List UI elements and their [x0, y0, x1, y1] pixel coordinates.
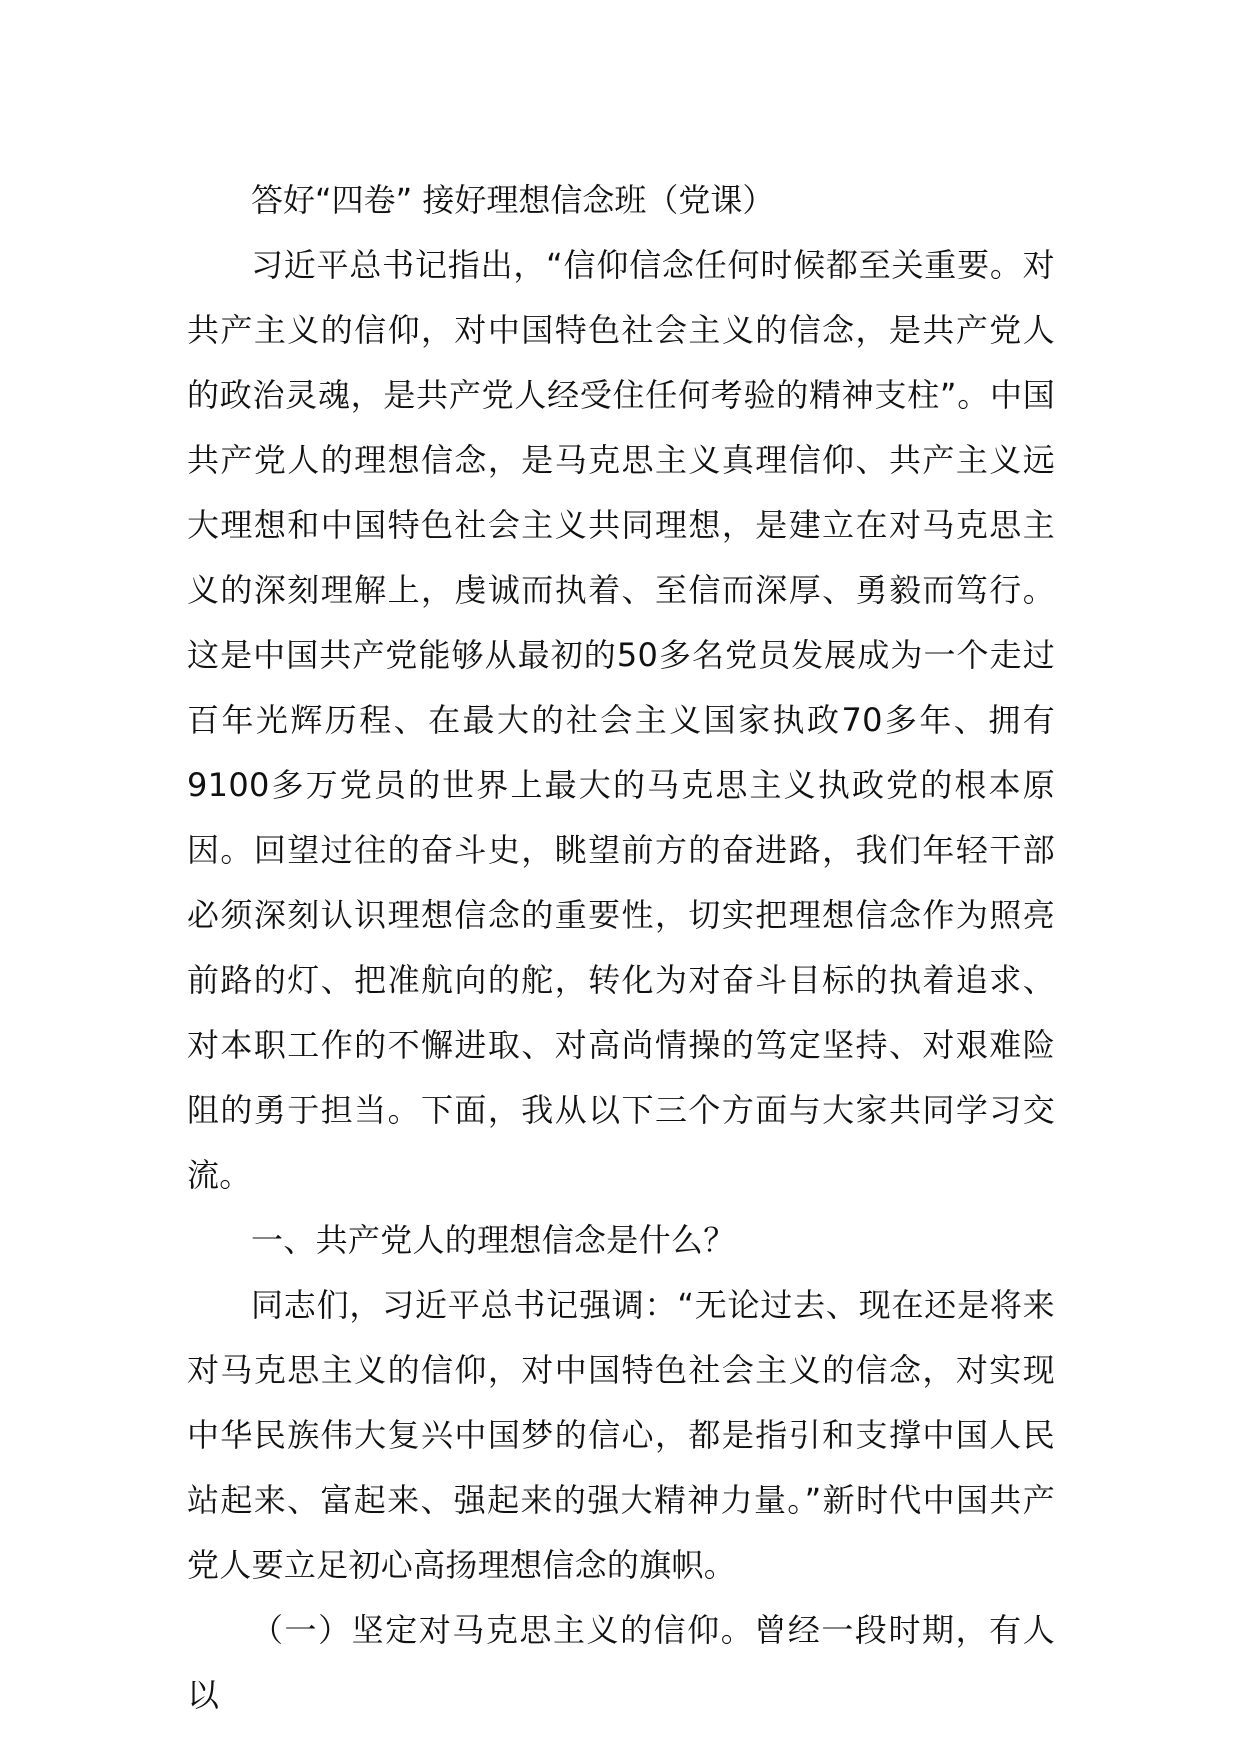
section-heading-1: 一、共产党人的理想信念是什么？	[251, 1221, 736, 1259]
paragraph-section-1: 同志们，习近平总书记强调：“无论过去、现在还是将来对马克思主义的信仰，对中国特色社会主义的信念，对实现中华民族伟大复兴中国梦的信心，都是指引和支撑中国人民站起来、富起来、强起来的强大精神力量。”新时代中国共产党人要立足初心高扬理想信念的旗帜。	[187, 1286, 1055, 1584]
document-title: 答好“四卷” 接好理想信念班（党课）	[251, 181, 775, 219]
paragraph-intro: 习近平总书记指出，“信仰信念任何时候都至关重要。对共产主义的信仰，对中国特色社会主义的信念，是共产党人的政治灵魂，是共产党人经受住任何考验的精神支柱”。中国共产党人的理想信念，是马克思主义真理信仰、共产主义远大理想和中国特色社会主义共同理想，是建立在对马克思主义的深刻理解上，虔诚而执着、至信而深厚、勇毅而笃行。这是中国共产党能够从最初的50多名党员发展成为一个走过百年光辉历程、在最大的社会主义国家执政70多年、拥有9100多万党员的世界上最大的马克思主义执政党的根本原因。回望过往的奋斗史，眺望前方的奋进路，我们年轻干部必须深刻认识理想信念的重要性，切实把理想信念作为照亮前路的灯、把准航向的舵，转化为对奋斗目标的执着追求、对本职工作的不懈进取、对高尚情操的笃定坚持、对艰难险阻的勇于担当。下面，我从以下三个方面与大家共同学习交流。	[187, 246, 1055, 1194]
subsection-heading-1-1: （一）坚定对马克思主义的信仰。曾经一段时期，有人以	[187, 1611, 1055, 1714]
document-body	[187, 168, 1055, 1728]
